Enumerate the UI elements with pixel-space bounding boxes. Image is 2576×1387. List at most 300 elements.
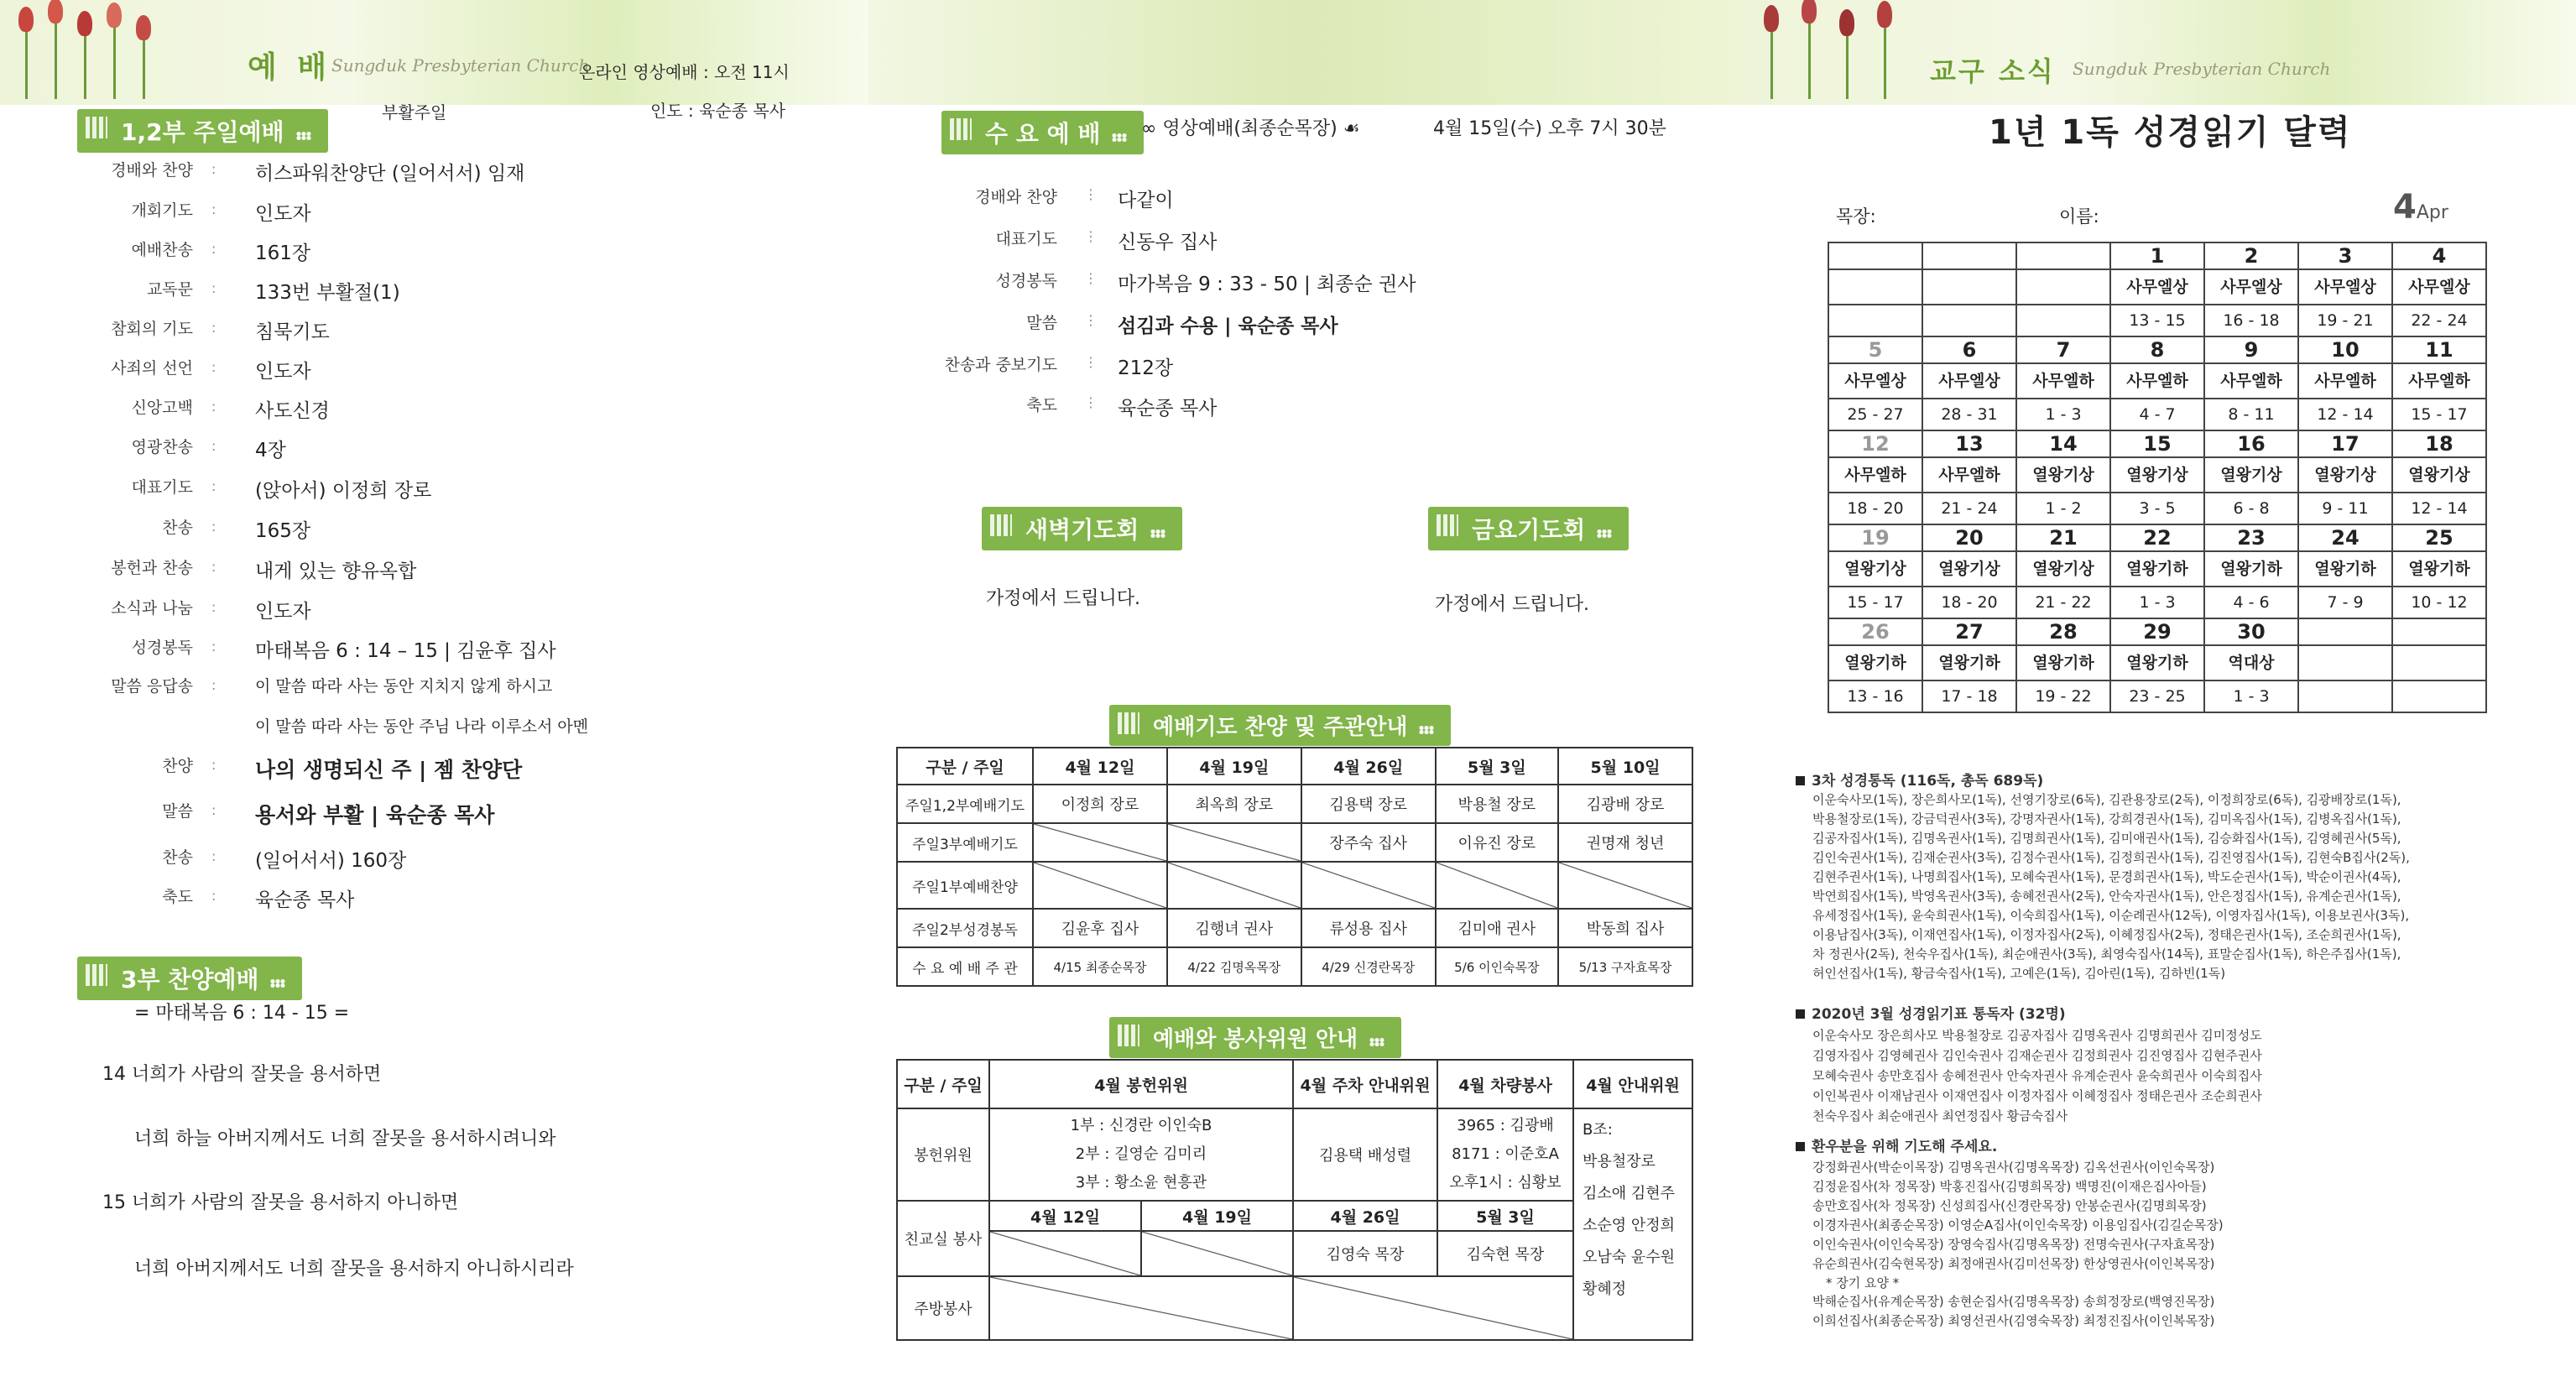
pastor-group-label: 목장: (1836, 206, 1876, 227)
prayer-table-cell (1436, 862, 1558, 909)
calendar-day-chapters: 1 - 2 (2016, 493, 2110, 524)
service12-subtitle: 부활주일 (382, 102, 447, 123)
prayer-table-cell: 김용택 장로 (1301, 785, 1436, 823)
calendar-day-book: 열왕기하 (1828, 645, 1922, 680)
prayer-table-cell: 이유진 장로 (1436, 823, 1558, 862)
separator-dots: : (211, 519, 216, 534)
separator-dots: : (211, 280, 216, 296)
prayer-table-cell: 김광배 장로 (1558, 785, 1692, 823)
wednesday-badge-label: 수 요 예 배 (985, 120, 1101, 148)
calendar-day-chapters: 3 - 5 (2110, 493, 2204, 524)
guide-line-1: B조: (1583, 1121, 1613, 1139)
service12-row-label: 교독문 (146, 280, 193, 299)
vehicle-service (1437, 1108, 1573, 1201)
list-line: 허인선집사(1독), 황금숙집사(1독), 고예은(1독), 김아린(1독), 김하빈(1독) (1812, 966, 2226, 981)
calendar-row (1828, 399, 2486, 430)
calendar-day-number: 28 (2016, 618, 2110, 645)
wednesday-row-label: 경배와 찬양 (975, 188, 1057, 206)
prayer-table-header: 구분 / 주일 (897, 748, 1033, 785)
calendar-day-chapters: 6 - 8 (2204, 493, 2298, 524)
prayer-table-cell: 박동희 집사 (1558, 909, 1692, 947)
calendar-day-chapters: 12 - 14 (2298, 399, 2392, 430)
prayer-table-badge (1109, 705, 1451, 746)
volunteer-header-vehicle: 4월 차량봉사 (1437, 1060, 1573, 1108)
calendar-day-number: 3 (2298, 242, 2392, 269)
list-line: 유세정집사(1독), 윤숙희권사(1독), 이숙희집사(1독), 이순례권사(12독), 이영자집사(1독), 이용보권사(3독), (1812, 908, 2410, 923)
volunteer-header-parking: 4월 주차 안내위원 (1293, 1060, 1437, 1108)
calendar-day-chapters: 4 - 6 (2204, 587, 2298, 618)
calendar-row (1828, 551, 2486, 587)
prayer-table-row-label: 주일1부예배찬양 (897, 862, 1033, 909)
wednesday-row (931, 269, 1687, 305)
calendar-day-chapters: 4 - 7 (2110, 399, 2204, 430)
separator-dots: ⋮ (1084, 312, 1098, 328)
service12-row (76, 515, 831, 552)
calendar-day-book: 사무엘상 (2298, 269, 2392, 305)
tulip-illustration-left (8, 7, 168, 99)
service12-row-label: 찬송 (162, 848, 193, 867)
calendar-day-book: 열왕기상 (2016, 551, 2110, 587)
volunteer-header-offering: 4월 봉헌위원 (989, 1060, 1293, 1108)
calendar-day-chapters (2298, 680, 2392, 712)
prayer-table-header: 5월 10일 (1558, 748, 1692, 785)
calendar-day-book: 열왕기하 (2110, 645, 2204, 680)
separator-dots: ⋮ (1084, 186, 1098, 202)
separator-dots: : (211, 478, 216, 494)
service12-row-value: 내게 있는 향유옥합 (255, 561, 417, 582)
calendar-row (1828, 242, 2486, 269)
calendar-day-number (2298, 618, 2392, 645)
list-line: 이인숙권사(이인숙목장) 장영숙집사(김명옥목장) 전명숙권사(구자효목장) (1812, 1237, 2215, 1252)
calendar-row (1828, 363, 2486, 399)
calendar-day-number: 2 (2204, 242, 2298, 269)
calendar-day-chapters (1922, 305, 2016, 336)
list-line: 김공자집사(1독), 김명옥권사(1독), 김명희권사(1독), 김미애권사(1독), 김승화집사(1독), 김영혜권사(5독), (1812, 831, 2401, 846)
reading3-title (1796, 772, 2043, 791)
flourish-icon: ☙ (1337, 118, 1360, 139)
service-table-badge-label: 예배와 봉사위원 안내 (1153, 1027, 1358, 1052)
calendar-day-chapters: 19 - 22 (2016, 680, 2110, 712)
calendar-row (1828, 305, 2486, 336)
calendar-day-book: 사무엘하 (1922, 457, 2016, 493)
service12-row-label: 참회의 기도 (111, 320, 193, 338)
service12-row-label: 소식과 나눔 (111, 599, 193, 618)
service12-row-value: 이 말씀 따라 사는 동안 지치지 않게 하시고 (255, 677, 553, 696)
calendar-row (1828, 645, 2486, 680)
offering-members (989, 1108, 1293, 1201)
separator-dots: : (211, 848, 216, 864)
list-line: 김정윤집사(차 정목장) 박홍진집사(김명희목장) 백명진(이재은집사아들) (1812, 1179, 2207, 1194)
prayer-table-cell: 장주숙 집사 (1301, 823, 1436, 862)
service12-row-value: 용서와 부활 | 육순종 목사 (255, 803, 495, 827)
wednesday-row-value: 섬김과 수용 | 육순종 목사 (1118, 315, 1338, 337)
calendar-day-chapters: 18 - 20 (1922, 587, 2016, 618)
calendar-day-number: 24 (2298, 524, 2392, 551)
calendar-day-book: 사무엘하 (1828, 457, 1922, 493)
calendar-day-book: 열왕기상 (1828, 551, 1922, 587)
service12-row (76, 753, 831, 790)
calendar-day-book: 열왕기상 (2392, 457, 2486, 493)
prayer-table-header: 4월 19일 (1167, 748, 1301, 785)
list-line: 강정화권사(박순이목장) 김명옥권사(김명옥목장) 김옥선권사(이인숙목장) (1812, 1160, 2215, 1175)
wednesday-row (931, 310, 1687, 347)
calendar-day-chapters: 15 - 17 (2392, 399, 2486, 430)
list-line: 김영자집사 김영혜권사 김인숙권사 김재순권사 김정희권사 김진영집사 김현주권사 (1812, 1048, 2262, 1063)
service12-row (76, 356, 831, 393)
wednesday-row (931, 185, 1687, 222)
service12-row-value: 마태복음 6 : 14 – 15 | 김윤후 집사 (255, 640, 556, 662)
wednesday-info (1141, 114, 1359, 140)
service3-verse-3: 15 너희가 사람의 잘못을 용서하지 아니하면 (102, 1192, 459, 1213)
calendar-row (1828, 269, 2486, 305)
wednesday-row-label: 축도 (1026, 396, 1057, 415)
calendar-day-number: 10 (2298, 336, 2392, 363)
service12-row-value: 인도자 (255, 361, 311, 383)
prayer-table-cell: 김행녀 권사 (1167, 909, 1301, 947)
service12-row-value: 히스파워찬양단 (일어서서) 임재 (255, 163, 525, 185)
bible-reading-calendar (1828, 242, 2487, 713)
service12-row-label: 봉헌과 찬송 (111, 559, 193, 577)
reading2020-title (1796, 1005, 2066, 1025)
dawn-prayer-note: 가정에서 드립니다. (986, 588, 1141, 609)
wednesday-row-label: 찬송과 중보기도 (944, 356, 1057, 374)
service12-row (76, 277, 831, 314)
service12-row-value: 133번 부활절(1) (255, 282, 400, 304)
list-line: 유순희권사(김숙현목장) 최정애권사(김미선목장) 한상영권사(이인복목장) (1812, 1256, 2215, 1271)
separator-dots: : (211, 757, 216, 773)
wednesday-row-label: 말씀 (1026, 314, 1057, 332)
calendar-day-book: 역대상 (2204, 645, 2298, 680)
calendar-day-book: 열왕기하 (1922, 645, 2016, 680)
calendar-row (1828, 587, 2486, 618)
service12-row (76, 198, 831, 235)
separator-dots: : (211, 241, 216, 257)
calendar-day-chapters (1828, 305, 1922, 336)
list-line: 김현주권사(1독), 나명희집사(1독), 모혜숙권사(1독), 문경희권사(1독), 박도순권사(1독), 박순이권사(4독), (1812, 869, 2401, 884)
fellowship-cell-3: 김영숙 목장 (1293, 1231, 1437, 1276)
service12-row (76, 316, 831, 353)
calendar-day-number: 19 (1828, 524, 1922, 551)
service12-row-label: 축도 (162, 888, 193, 906)
tulip-illustration-right (1745, 7, 1922, 99)
list-line: 이인복권사 이재남권사 이재연집사 이정자집사 이혜정집사 정태은권사 조순희권사 (1812, 1088, 2262, 1103)
calendar-day-chapters: 15 - 17 (1828, 587, 1922, 618)
calendar-row (1828, 524, 2486, 551)
wednesday-row-value: 212장 (1118, 357, 1174, 379)
calendar-day-book: 열왕기하 (2204, 551, 2298, 587)
friday-prayer-note: 가정에서 드립니다. (1435, 594, 1590, 615)
fellowship-cell-2 (1141, 1231, 1293, 1276)
calendar-day-book: 열왕기상 (2016, 457, 2110, 493)
list-line: 모혜숙권사 송만호집사 송혜전권사 안숙자권사 유계순권사 윤숙희권사 이숙희집사 (1812, 1068, 2262, 1083)
calendar-day-book: 사무엘상 (2110, 269, 2204, 305)
wednesday-row (931, 393, 1687, 430)
separator-dots: : (211, 599, 216, 615)
service12-row-label: 말씀 (162, 802, 193, 821)
subheader-date-2: 4월 19일 (1141, 1201, 1293, 1231)
service12-row (76, 884, 831, 921)
separator-dots: : (211, 161, 216, 177)
list-line: 차 정권사(2독), 천숙우집사(1독), 최순애권사(3독), 최영숙집사(14독), 표말순집사(1독), 하은주집사(1독), (1812, 946, 2401, 962)
calendar-day-number: 30 (2204, 618, 2298, 645)
service12-row (76, 475, 831, 512)
reading2020-title-text: 2020년 3월 성경읽기표 통독자 (32명) (1812, 1006, 2066, 1023)
calendar-day-number: 16 (2204, 430, 2298, 457)
service12-row-value: 사도신경 (255, 400, 330, 422)
prayer-table-badge-label: 예배기도 찬양 및 주관안내 (1153, 715, 1408, 740)
service12-row-value: 침묵기도 (255, 321, 330, 343)
prayer-table-cell: 김윤후 집사 (1033, 909, 1167, 947)
calendar-day-chapters: 1 - 3 (2204, 680, 2298, 712)
calendar-day-number: 9 (2204, 336, 2298, 363)
vehicle-line-2: 8171 : 이준호A (1452, 1145, 1559, 1163)
service12-row-label: 영광찬송 (131, 438, 193, 456)
calendar-day-book: 열왕기하 (2298, 551, 2392, 587)
header-band-middle (868, 0, 1737, 105)
calendar-day-chapters: 19 - 21 (2298, 305, 2392, 336)
separator-dots: : (211, 399, 216, 415)
guide-line-6: 황혜정 (1583, 1280, 1627, 1298)
service12-row-value: 이 말씀 따라 사는 동안 주님 나라 이루소서 아멘 (255, 717, 589, 736)
service12-row-label: 찬송 (162, 519, 193, 537)
calendar-day-book: 사무엘하 (2204, 363, 2298, 399)
subheader-date-3: 4월 26일 (1293, 1201, 1437, 1231)
calendar-month-number: 4 (2393, 188, 2417, 227)
calendar-day-chapters: 10 - 12 (2392, 587, 2486, 618)
list-line: 김인숙권사(1독), 김재순권사(3독), 김정수권사(1독), 김정희권사(1독), 김진영집사(1독), 김현숙B집사(2독), (1812, 850, 2410, 865)
calendar-day-number (2016, 242, 2110, 269)
prayer-table-cell (1558, 862, 1692, 909)
volunteer-header-category: 구분 / 주일 (897, 1060, 989, 1108)
prayer-table-header: 4월 26일 (1301, 748, 1436, 785)
calendar-row (1828, 336, 2486, 363)
vehicle-line-3: 오후1시 : 심황보 (1449, 1174, 1562, 1191)
calendar-day-chapters: 16 - 18 (2204, 305, 2298, 336)
flourish-icon: ∞ (1141, 118, 1163, 139)
calendar-row (1828, 493, 2486, 524)
service12-row-value: 나의 생명되신 주 | 젬 찬양단 (255, 758, 523, 782)
friday-prayer-badge-label: 금요기도회 (1472, 516, 1586, 544)
reading3-list (1812, 790, 2410, 983)
calendar-day-number: 23 (2204, 524, 2298, 551)
offering-line-3: 3부 : 황소윤 현흥관 (1075, 1174, 1207, 1191)
list-line: 박용철장로(1독), 강금덕권사(3독), 강명자권사(1독), 강희경권사(1독), 김미옥집사(1독), 김병옥집사(1독), (1812, 811, 2401, 826)
service12-badge (77, 109, 328, 153)
parish-news-title: 교구 소식 (1930, 55, 2056, 87)
prayer-table-row (897, 823, 1692, 862)
calendar-day-number: 14 (2016, 430, 2110, 457)
service3-scripture-ref: = 마태복음 6 : 14 - 15 = (134, 1003, 350, 1024)
separator-dots: ⋮ (1084, 394, 1098, 410)
calendar-day-chapters: 21 - 24 (1922, 493, 2016, 524)
prayer-table-cell: 권명재 청년 (1558, 823, 1692, 862)
separator-dots: ⋮ (1084, 228, 1098, 244)
service12-row-label: 경배와 찬양 (111, 161, 193, 180)
calendar-day-book: 사무엘상 (2392, 269, 2486, 305)
service12-row-label: 성경봉독 (131, 639, 193, 657)
prayer-table-row-label: 주일1,2부예배기도 (897, 785, 1033, 823)
offering-row-label: 봉헌위원 (897, 1108, 989, 1201)
calendar-day-chapters: 17 - 18 (1922, 680, 2016, 712)
calendar-row (1828, 457, 2486, 493)
prayer-table-header: 4월 12일 (1033, 748, 1167, 785)
service12-row-label: 사죄의 선언 (111, 359, 193, 378)
calendar-day-chapters (2016, 305, 2110, 336)
calendar-day-book: 열왕기상 (1922, 551, 2016, 587)
separator-dots: : (211, 201, 216, 217)
friday-prayer-badge (1428, 507, 1629, 550)
calendar-day-chapters: 13 - 16 (1828, 680, 1922, 712)
prayer-table-cell: 이정희 장로 (1033, 785, 1167, 823)
calendar-day-number: 12 (1828, 430, 1922, 457)
service12-row-label: 대표기도 (131, 478, 193, 497)
kitchen-row-label: 주방봉사 (897, 1276, 989, 1340)
reading3-title-text: 3차 성경통독 (116독, 총독 689독) (1812, 773, 2044, 790)
calendar-day-book: 열왕기하 (2110, 551, 2204, 587)
calendar-day-number (2392, 618, 2486, 645)
service12-row (76, 596, 831, 633)
prayer-table-cell (1301, 862, 1436, 909)
calendar-day-book: 사무엘하 (2110, 363, 2204, 399)
service12-row-label: 말씀 응답송 (111, 677, 193, 696)
prayer-table-cell: 류성용 집사 (1301, 909, 1436, 947)
list-line: 이용남집사(3독), 이재연집사(1독), 이정자집사(2독), 이혜정집사(2독), 정태은권사(1독), 조순희권사(1독), (1812, 927, 2401, 942)
wednesday-row (931, 352, 1687, 389)
prayer-table-cell: 박용철 장로 (1436, 785, 1558, 823)
separator-dots: : (211, 320, 216, 336)
calendar-day-chapters: 9 - 11 (2298, 493, 2392, 524)
calendar-day-chapters: 1 - 3 (2016, 399, 2110, 430)
service12-row-label: 개회기도 (131, 201, 193, 220)
list-line: 박해순집사(유계순목장) 송현순집사(김명옥목장) 송희정장로(백영진목장) (1812, 1294, 2215, 1309)
prayer-table-row-label: 주일3부예배기도 (897, 823, 1033, 862)
calendar-day-number: 17 (2298, 430, 2392, 457)
calendar-day-book: 열왕기상 (2298, 457, 2392, 493)
guide-line-3: 김소애 김현주 (1583, 1185, 1676, 1202)
separator-dots: : (211, 677, 216, 693)
sick-prayer-list (1812, 1158, 2224, 1274)
service12-row-label: 찬양 (162, 757, 193, 775)
calendar-day-chapters: 7 - 9 (2298, 587, 2392, 618)
bible-calendar-title: 1년 1독 성경읽기 달력 (1989, 113, 2352, 152)
service12-row-value: 인도자 (255, 203, 311, 225)
wednesday-row (931, 227, 1687, 263)
service12-row-value: 인도자 (255, 601, 311, 623)
reading2020-list (1812, 1025, 2262, 1126)
online-service-time: 온라인 영상예배 : 오전 11시 (579, 62, 790, 82)
worship-section-title: 예 배 (248, 50, 332, 85)
calendar-day-book (2298, 645, 2392, 680)
wednesday-row-label: 대표기도 (995, 230, 1057, 248)
service12-row (76, 555, 831, 592)
service12-row (76, 435, 831, 472)
calendar-day-number: 1 (2110, 242, 2204, 269)
wednesday-row-value: 다같이 (1118, 190, 1174, 211)
calendar-day-chapters: 1 - 3 (2110, 587, 2204, 618)
service12-badge-label: 1,2부 주일예배 (121, 118, 284, 146)
service12-row-value: 165장 (255, 520, 311, 542)
calendar-month (2393, 188, 2448, 227)
long-term-care-list (1812, 1292, 2214, 1331)
calendar-day-number: 20 (1922, 524, 2016, 551)
prayer-table-cell: 5/6 이인숙목장 (1436, 947, 1558, 986)
prayer-table-cell: 5/13 구자효목장 (1558, 947, 1692, 986)
calendar-day-number: 25 (2392, 524, 2486, 551)
calendar-day-chapters: 12 - 14 (2392, 493, 2486, 524)
separator-dots: ⋮ (1084, 270, 1098, 286)
guide-line-4: 소순영 안정희 (1583, 1217, 1676, 1234)
dawn-prayer-badge (982, 507, 1182, 550)
calendar-month-en: Apr (2416, 202, 2448, 223)
prayer-table-row (897, 862, 1692, 909)
calendar-row (1828, 680, 2486, 712)
sick-prayer-title-text: 환우분을 위해 기도해 주세요. (1812, 1139, 1998, 1155)
calendar-day-chapters: 25 - 27 (1828, 399, 1922, 430)
service3-verse-1: 14 너희가 사람의 잘못을 용서하면 (102, 1064, 382, 1085)
calendar-day-chapters: 22 - 24 (2392, 305, 2486, 336)
prayer-table-cell: 4/22 김명옥목장 (1167, 947, 1301, 986)
calendar-day-number: 11 (2392, 336, 2486, 363)
separator-dots: : (211, 359, 216, 375)
prayer-table-header: 5월 3일 (1436, 748, 1558, 785)
vehicle-line-1: 3965 : 김광배 (1457, 1117, 1554, 1134)
separator-dots: ⋮ (1084, 354, 1098, 370)
guide-line-2: 박용철장로 (1583, 1153, 1656, 1171)
service12-row (76, 635, 831, 672)
calendar-day-chapters: 18 - 20 (1828, 493, 1922, 524)
separator-dots: : (211, 639, 216, 654)
calendar-day-book: 사무엘상 (1922, 363, 2016, 399)
calendar-day-number: 5 (1828, 336, 1922, 363)
prayer-table-row-label: 주일2부성경봉독 (897, 909, 1033, 947)
service12-row-value: (앉아서) 이정희 장로 (255, 480, 432, 502)
wednesday-info-text: 영상예배(최종순목장) (1162, 118, 1338, 139)
calendar-day-number: 7 (2016, 336, 2110, 363)
calendar-row (1828, 430, 2486, 457)
service12-row-label: 예배찬송 (131, 241, 193, 259)
fellowship-cell-4: 김숙현 목장 (1437, 1231, 1573, 1276)
calendar-day-number: 15 (2110, 430, 2204, 457)
list-line: 송만호집사(차 정목장) 신성희집사(신경란목장) 안봉순권사(김명희목장) (1812, 1198, 2207, 1213)
subheader-date-1: 4월 12일 (989, 1201, 1141, 1231)
service12-row-value: 161장 (255, 242, 311, 264)
calendar-day-number: 6 (1922, 336, 2016, 363)
calendar-day-book: 사무엘하 (2016, 363, 2110, 399)
list-line: 박연희집사(1독), 박영옥권사(3독), 송혜전권사(2독), 안숙자권사(1독), 안은정집사(1독), 유계순권사(1독), (1812, 889, 2401, 904)
service12-row-value: 육순종 목사 (255, 889, 355, 911)
calendar-day-book: 사무엘하 (2392, 363, 2486, 399)
prayer-table-row (897, 785, 1692, 823)
calendar-day-number (1828, 242, 1922, 269)
wednesday-datetime: 4월 15일(수) 오후 7시 30분 (1433, 118, 1666, 139)
service12-row (76, 674, 831, 711)
long-term-care-title: * 장기 요양 * (1826, 1275, 1900, 1291)
service3-verse-4: 너희 아버지께서도 너희 잘못을 용서하지 아니하시리라 (134, 1259, 574, 1280)
calendar-day-number (1922, 242, 2016, 269)
prayer-table-row (897, 947, 1692, 986)
name-label: 이름: (2059, 206, 2099, 227)
service12-row (76, 714, 831, 751)
sick-prayer-title (1796, 1138, 1997, 1157)
calendar-day-chapters: 8 - 11 (2204, 399, 2298, 430)
service12-row-label: 신앙고백 (131, 399, 193, 417)
church-script-right: Sungduk Presbyterian Church (2073, 59, 2331, 79)
wednesday-row-label: 성경봉독 (995, 272, 1057, 290)
calendar-day-chapters: 21 - 22 (2016, 587, 2110, 618)
calendar-row (1828, 618, 2486, 645)
prayer-table-cell (1033, 823, 1167, 862)
church-script-left: Sungduk Presbyterian Church (331, 55, 590, 76)
